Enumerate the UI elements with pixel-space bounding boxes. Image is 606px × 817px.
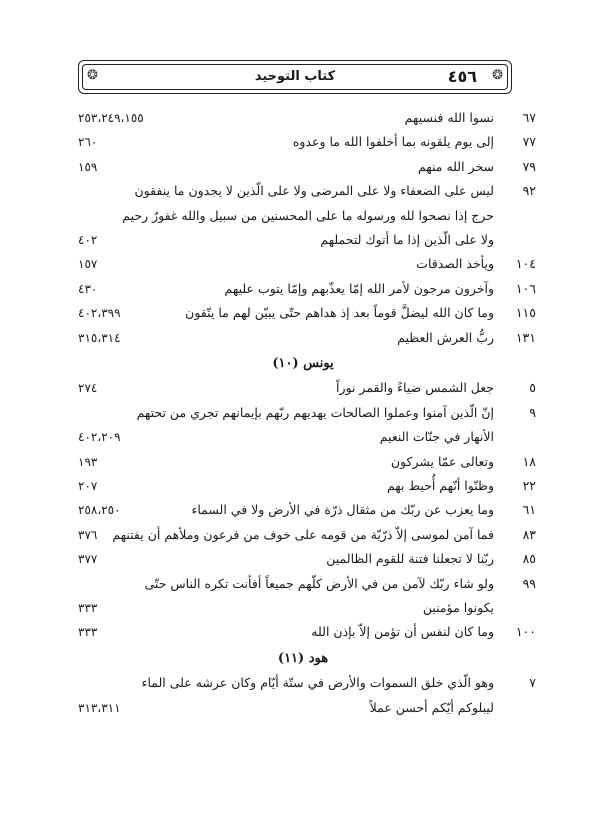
page-references: ٣٣٣: [78, 601, 98, 615]
index-row: [0, 326, 606, 350]
page-references: ٣٣٣: [78, 625, 98, 640]
verse-text: الأنهار في جنّات النعيم: [379, 429, 494, 445]
right-ornament-icon: ❂: [492, 68, 503, 83]
verse-number: ٩: [529, 404, 536, 420]
verse-number: ١٠٠: [515, 624, 536, 640]
page-references: ٣٧٦: [78, 527, 98, 542]
surah-heading: يونس (١٠): [272, 356, 334, 371]
index-row: [0, 401, 606, 425]
verse-number: ٧: [529, 675, 536, 691]
verse-number: ١٣١: [515, 329, 536, 345]
page-references: ٤٠٢،٢٠٩: [78, 430, 121, 445]
index-row: [0, 301, 606, 325]
index-row: [0, 376, 606, 400]
verse-number: ١٨: [522, 453, 536, 469]
verse-text: إنّ الّذين آمنوا وعملوا الصالحات يهديهم ربّهم بإيمانهم تجري من تحتهم: [136, 404, 494, 420]
index-row: [0, 425, 606, 449]
verse-text: ولا على الّذين إذا ما أتوك لتحملهم: [320, 232, 494, 247]
verse-number: ٧٩: [522, 158, 536, 174]
verse-text: يكونوا مؤمنين: [422, 600, 494, 615]
page-references: ٢٥٨،٢٥٠: [78, 503, 121, 518]
page-references: ٢٦٠: [78, 135, 98, 150]
page-references: ٣١٣،٣١١: [78, 700, 121, 715]
index-row: [0, 671, 606, 695]
index-row: [0, 130, 606, 154]
index-row: [0, 498, 606, 522]
page-references: ٢٠٧: [78, 479, 98, 493]
verse-number: ١٠٦: [515, 280, 536, 296]
verse-text: جعل الشمس ضياءً والقمر نوراً: [336, 380, 494, 396]
index-row: [0, 572, 606, 596]
verse-text: ربّنا لا تجعلنا فتنة للقوم الظالمين: [326, 551, 494, 567]
verse-number: ٥: [529, 380, 536, 396]
verse-text: وهو الّذي خلق السموات والأرض في ستّة أيّام وكان عرشه على الماء: [141, 675, 494, 691]
index-row: [0, 450, 606, 474]
index-row: [0, 179, 606, 203]
verse-number: ٨٥: [522, 551, 536, 567]
page-header: [78, 60, 512, 94]
verse-text: وما كان الله ليضلَّ قوماً بعد إذ هداهم حتّى يبيّن لهم ما يتّقون: [185, 305, 494, 321]
index-row: [0, 155, 606, 179]
page-references: ٤٠٢: [78, 233, 98, 247]
verse-text: وتعالى عمّا يشركون: [390, 453, 494, 469]
index-row: [0, 474, 606, 498]
verse-number: ٩٢: [522, 183, 536, 199]
verse-text: وما كان لنفس أن تؤمن إلاّ بإذن الله: [311, 624, 494, 640]
verse-text: ولو شاء ربّك لآمن من في الأرض كلّهم جميعاً أفأنت تكره الناس حتّى: [144, 575, 494, 591]
page-references: ٢٧٤: [78, 381, 98, 396]
verse-text: ليبلوكم أيّكم أحسن عملاً: [369, 699, 494, 715]
verse-number: ٢٢: [522, 478, 536, 493]
verse-number: ٦٧: [522, 110, 536, 125]
verse-text: نسوا الله فنسيهم: [404, 110, 494, 125]
page-references: ٣١٥،٣١٤: [78, 330, 121, 345]
index-row: [0, 106, 606, 130]
index-row: [0, 204, 606, 228]
index-row: [0, 596, 606, 620]
surah-heading: هود (١١): [277, 650, 329, 666]
index-row: [0, 523, 606, 547]
header-title: كتاب التوحيد: [254, 69, 336, 84]
page-references: ٣٧٧: [78, 552, 98, 567]
verse-text: سخر الله منهم: [417, 158, 494, 174]
page-references: ٤٣٠: [78, 281, 98, 296]
index-row: [0, 547, 606, 571]
verse-number: ٧٧: [522, 134, 536, 150]
verse-number: ١٠٤: [515, 256, 536, 272]
left-ornament-icon: ❂: [87, 68, 98, 83]
verse-text: حرج إذا نصحوا لله ورسوله ما على المحسنين من سبيل والله غفورٌ رحيم: [122, 207, 494, 223]
index-row: [0, 277, 606, 301]
page-references: ١٩٣: [78, 454, 98, 469]
index-row: [0, 252, 606, 276]
verse-number: ١١٥: [515, 305, 536, 321]
verse-number: ٩٩: [522, 575, 536, 591]
verse-text: ليس على الضعفاء ولا على المرضى ولا على الّذين لا يجدون ما ينفقون: [134, 183, 494, 199]
page-references: ١٥٧: [78, 257, 98, 272]
index-row: [0, 620, 606, 644]
page-references: ٤٠٢،٣٩٩: [78, 306, 121, 321]
verse-text: ويأخذ الصدقات: [416, 256, 494, 272]
page-references: ١٥٩: [78, 159, 98, 174]
verse-number: ٨٣: [522, 526, 536, 542]
index-row: [0, 696, 606, 720]
verse-text: وآخرون مرجون لأمر الله إمّا يعذّبهم وإمّا يتوب عليهم: [224, 280, 494, 296]
verse-number: ٦١: [522, 502, 536, 518]
page-number: ٤٥٦: [447, 67, 477, 86]
verse-text: وما يعزب عن ربّك من مثقال ذرّة في الأرض ولا في السماء: [191, 502, 494, 518]
verse-text: فما آمن لموسى إلاّ ذرّيّة من قومه على خوف من فرعون وملأهم أن يفتنهم: [112, 526, 494, 542]
verse-text: ربُّ العرش العظيم: [397, 329, 494, 345]
verse-text: إلى يوم يلقونه بما أخلفوا الله ما وعدوه: [292, 134, 494, 150]
verse-text: وظنّوا أنّهم أُحيط بهم: [386, 478, 494, 493]
index-row: [0, 228, 606, 252]
page-references: ٢٥٣،٢٤٩،١٥٥: [78, 111, 144, 125]
